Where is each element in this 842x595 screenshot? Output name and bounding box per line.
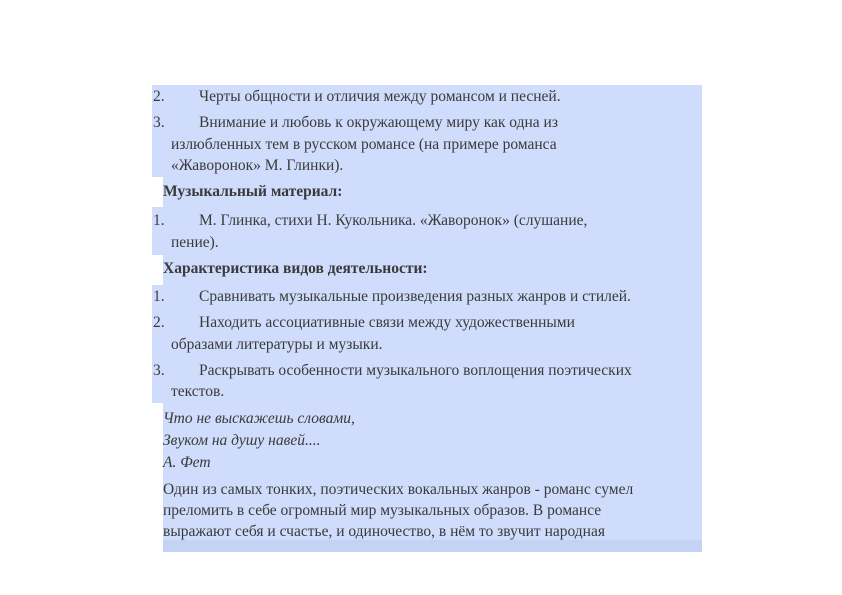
paragraph-line: преломить в себе огромный мир музыкальных образов. В романсе bbox=[163, 502, 602, 519]
epigraph-line: Звуком на душу навей.... bbox=[163, 432, 321, 449]
list-item-text: Раскрывать особенности музыкального воплощения поэтических bbox=[199, 362, 632, 379]
paragraph-line: выражают себя и счастье, и одиночество, в нём то звучит народная bbox=[163, 523, 605, 540]
list-item-text: излюбленных тем в русском романсе (на примере романса bbox=[171, 136, 557, 153]
list-number: 2. bbox=[153, 88, 165, 105]
list-number: 1. bbox=[153, 212, 165, 229]
list-number: 2. bbox=[153, 314, 165, 331]
list-item-text: Сравнивать музыкальные произведения разных жанров и стилей. bbox=[199, 288, 631, 305]
epigraph-author: А. Фет bbox=[163, 454, 211, 471]
list-item-text: Внимание и любовь к окружающему миру как одна из bbox=[199, 114, 558, 131]
list-item-text: «Жаворонок» М. Глинки). bbox=[171, 157, 344, 174]
list-number: 3. bbox=[153, 362, 165, 379]
list-item-text: М. Глинка, стихи Н. Кукольника. «Жаворонок» (слушание, bbox=[199, 212, 588, 229]
list-number: 1. bbox=[153, 288, 165, 305]
list-number: 3. bbox=[153, 114, 165, 131]
paragraph-line: Один из самых тонких, поэтических вокальных жанров - романс сумел bbox=[163, 481, 634, 498]
list-item-text: Находить ассоциативные связи между художественными bbox=[199, 314, 575, 331]
section-heading-music-material: Музыкальный материал: bbox=[163, 183, 343, 200]
epigraph-line: Что не выскажешь словами, bbox=[163, 410, 355, 427]
list-item-text: образами литературы и музыки. bbox=[171, 336, 383, 353]
list-item-text: Черты общности и отличия между романсом и песней. bbox=[199, 88, 561, 105]
list-item-text: текстов. bbox=[171, 383, 225, 400]
list-item-text: пение). bbox=[171, 234, 219, 251]
section-heading-activities: Характеристика видов деятельности: bbox=[163, 260, 428, 277]
